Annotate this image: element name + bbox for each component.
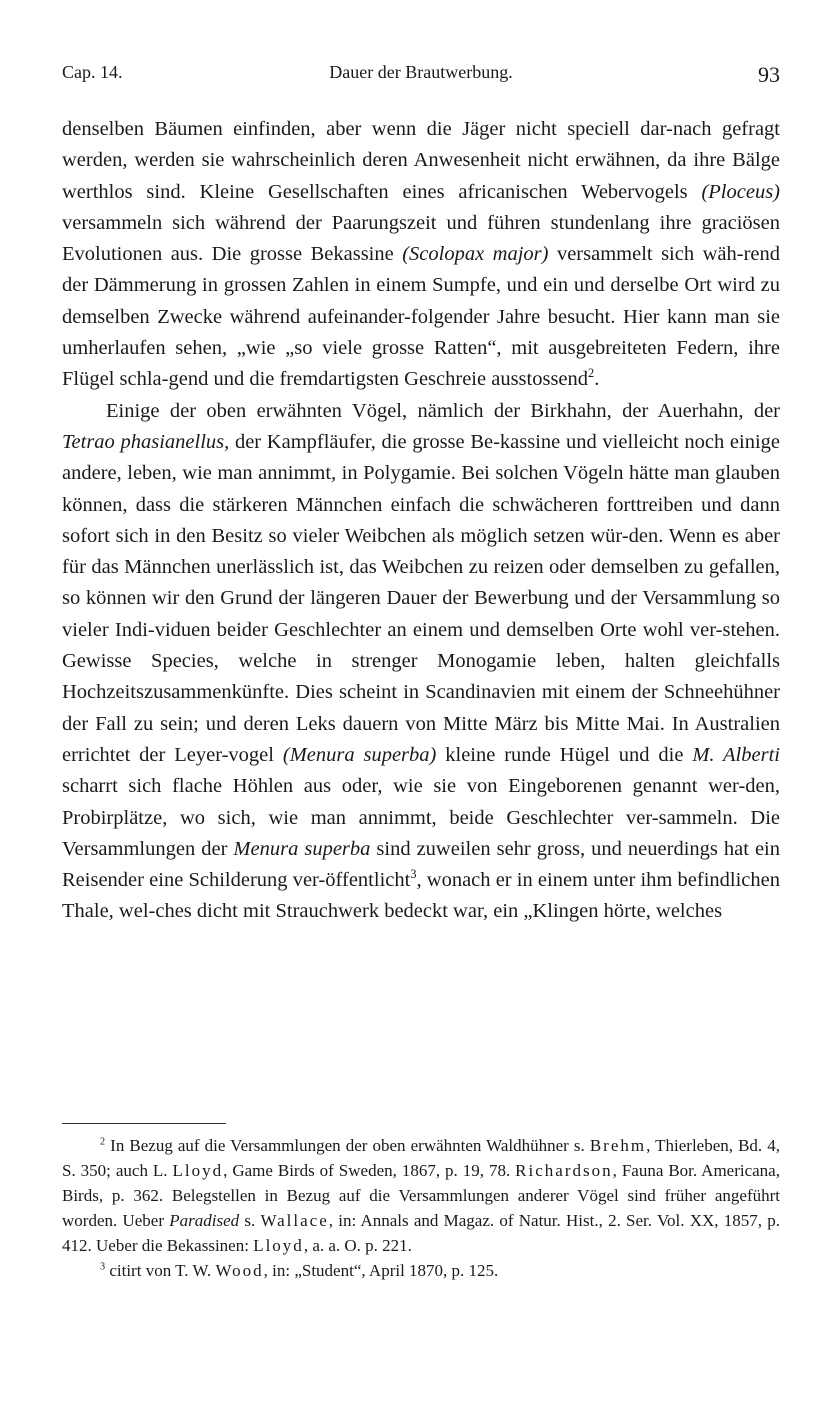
author-lloyd-2: Lloyd xyxy=(253,1236,304,1255)
running-title: Dauer der Brautwerbung. xyxy=(329,62,513,82)
text-run: , in: Annals and Magaz. of Natur. Hist., 2. Ser. Vol. XX, 1857, p. 412. Ueber die Bekassinen: xyxy=(62,1211,781,1255)
text-run: versammelt sich wäh-rend der Dämmerung in grossen Zahlen in einem Sumpfe, und ein und derselbe Ort wird zu demselben Zwecke während aufeinander-folgender Jahre besucht. Hier kann man sie umherlaufen sehen, „wie „so viele grosse Ratten“, mit ausgebreiteten Federn, ihre Flügel schla-gend und die fremdartigsten Geschreie ausstossend xyxy=(62,243,780,391)
text-run: s. xyxy=(239,1211,261,1230)
species-name-menura-superba: (Menura superba) xyxy=(282,743,437,766)
text-run: , wonach er in einem unter ihm befindlichen Thale, wel-ches dicht mit Strauchwerk bedeckt war, ein „Klingen hörte, welches xyxy=(62,869,780,923)
footnote-2 xyxy=(62,1133,780,1258)
author-lloyd: Lloyd xyxy=(172,1161,224,1180)
footnote-3 xyxy=(62,1258,780,1283)
text-run: sind zuweilen sehr gross, und neuerdings hat ein Reisender eine Schilderung ver-öffentlicht xyxy=(62,837,780,892)
author-wood: Wood xyxy=(215,1261,264,1280)
text-run: . xyxy=(594,368,600,391)
footnote-marker-2: 2 xyxy=(100,1136,106,1148)
footnote-ref-2[interactable]: 2 xyxy=(588,366,595,381)
term-paradised: Paradised xyxy=(169,1211,240,1230)
species-name-scolopax: (Scolopax major) xyxy=(402,243,549,266)
page-number: 93 xyxy=(758,62,780,87)
page-header xyxy=(62,62,780,90)
text-run: denselben Bäumen einfinden, aber wenn die Jäger nicht speciell dar-nach gefragt werden, werden sie wahrscheinlich deren Anwesenheit nicht erwähnen, da ihre Bälge werthlos sind. Kleine Gesellschaften eines africanischen Webervogels xyxy=(62,118,780,203)
text-run: , in: „Student“, April 1870, p. 125. xyxy=(263,1261,499,1280)
paragraph-2 xyxy=(62,396,780,928)
species-name-m-alberti: M. Alberti xyxy=(692,743,780,766)
text-run: , Fauna Bor. Americana, Birds, p. 362. Belegstellen in Bezug auf die Versammlungen anderer Vögel sind früher angeführt worden. Ueber xyxy=(62,1161,780,1230)
author-brehm: Brehm xyxy=(589,1136,647,1155)
text-run: scharrt sich flache Höhlen aus oder, wie sie von Eingeborenen genannt wer-den, Probirplätze, wo sich, wie man annimmt, beide Geschlechter ver-sammeln. Die Versammlungen der xyxy=(62,775,780,860)
text-run: versammeln sich während der Paarungszeit und führen stundenlang ihre graciösen Evolutionen aus. Die grosse Bekassine xyxy=(62,211,780,266)
text-run: , a. a. O. p. 221. xyxy=(303,1236,412,1255)
paragraph-1 xyxy=(62,114,780,396)
species-name-ploceus: (Ploceus) xyxy=(701,180,780,203)
text-run: In Bezug auf die Versammlungen der oben erwähnten Waldhühner s. xyxy=(105,1136,590,1155)
species-name-menura-superba-2: Menura superba xyxy=(233,837,371,860)
text-run: , Thierleben, Bd. 4, S. 350; auch L. xyxy=(62,1136,780,1180)
footnote-ref-3[interactable]: 3 xyxy=(410,867,417,882)
footnote-divider xyxy=(62,1123,226,1124)
footnote-marker-3: 3 xyxy=(100,1261,106,1273)
main-text xyxy=(62,114,780,928)
text-run: Einige der oben erwähnten Vögel, nämlich der Birkhahn, der Auerhahn, der xyxy=(106,399,780,422)
chapter-label: Cap. 14. xyxy=(62,62,123,82)
text-run: citirt von T. W. xyxy=(105,1261,216,1280)
author-richardson: Richardson xyxy=(515,1161,613,1180)
text-run: der Kampfläufer, die grosse Be-kassine und vielleicht noch einige andere, leben, wie man annimmt, in Polygamie. Bei solchen Vögeln hätte man glauben können, dass die stärkeren Männchen einfach die schwächeren forttreiben und dann sofort sich in den Besitz so vieler Weibchen als möglich setzen wür-den. Wenn es aber für das Männchen unerlässlich ist, das Weibchen zu reizen oder demselben zu gefallen, so können wir den Grund der längeren Dauer der Bewerbung und der Versammlung so vieler Indi-viduen beider Geschlechter an einem und demselben Orte wohl ver-stehen. Gewisse Species, welche in strenger Monogamie leben, halten gleichfalls Hochzeitszusammenkünfte. Dies scheint in Scandinavien mit einem der Schneehühner der Fall zu sein; und deren Leks dauern von Mitte März bis Mitte Mai. In Australien errichtet der Leyer-vogel xyxy=(62,430,780,766)
text-run: , Game Birds of Sweden, 1867, p. 19, 78. xyxy=(223,1161,516,1180)
text-run: kleine runde Hügel und die xyxy=(436,743,693,766)
species-name-tetrao: Tetrao phasianellus, xyxy=(62,430,230,453)
footnotes xyxy=(62,1133,780,1283)
author-wallace: Wallace xyxy=(260,1211,329,1230)
